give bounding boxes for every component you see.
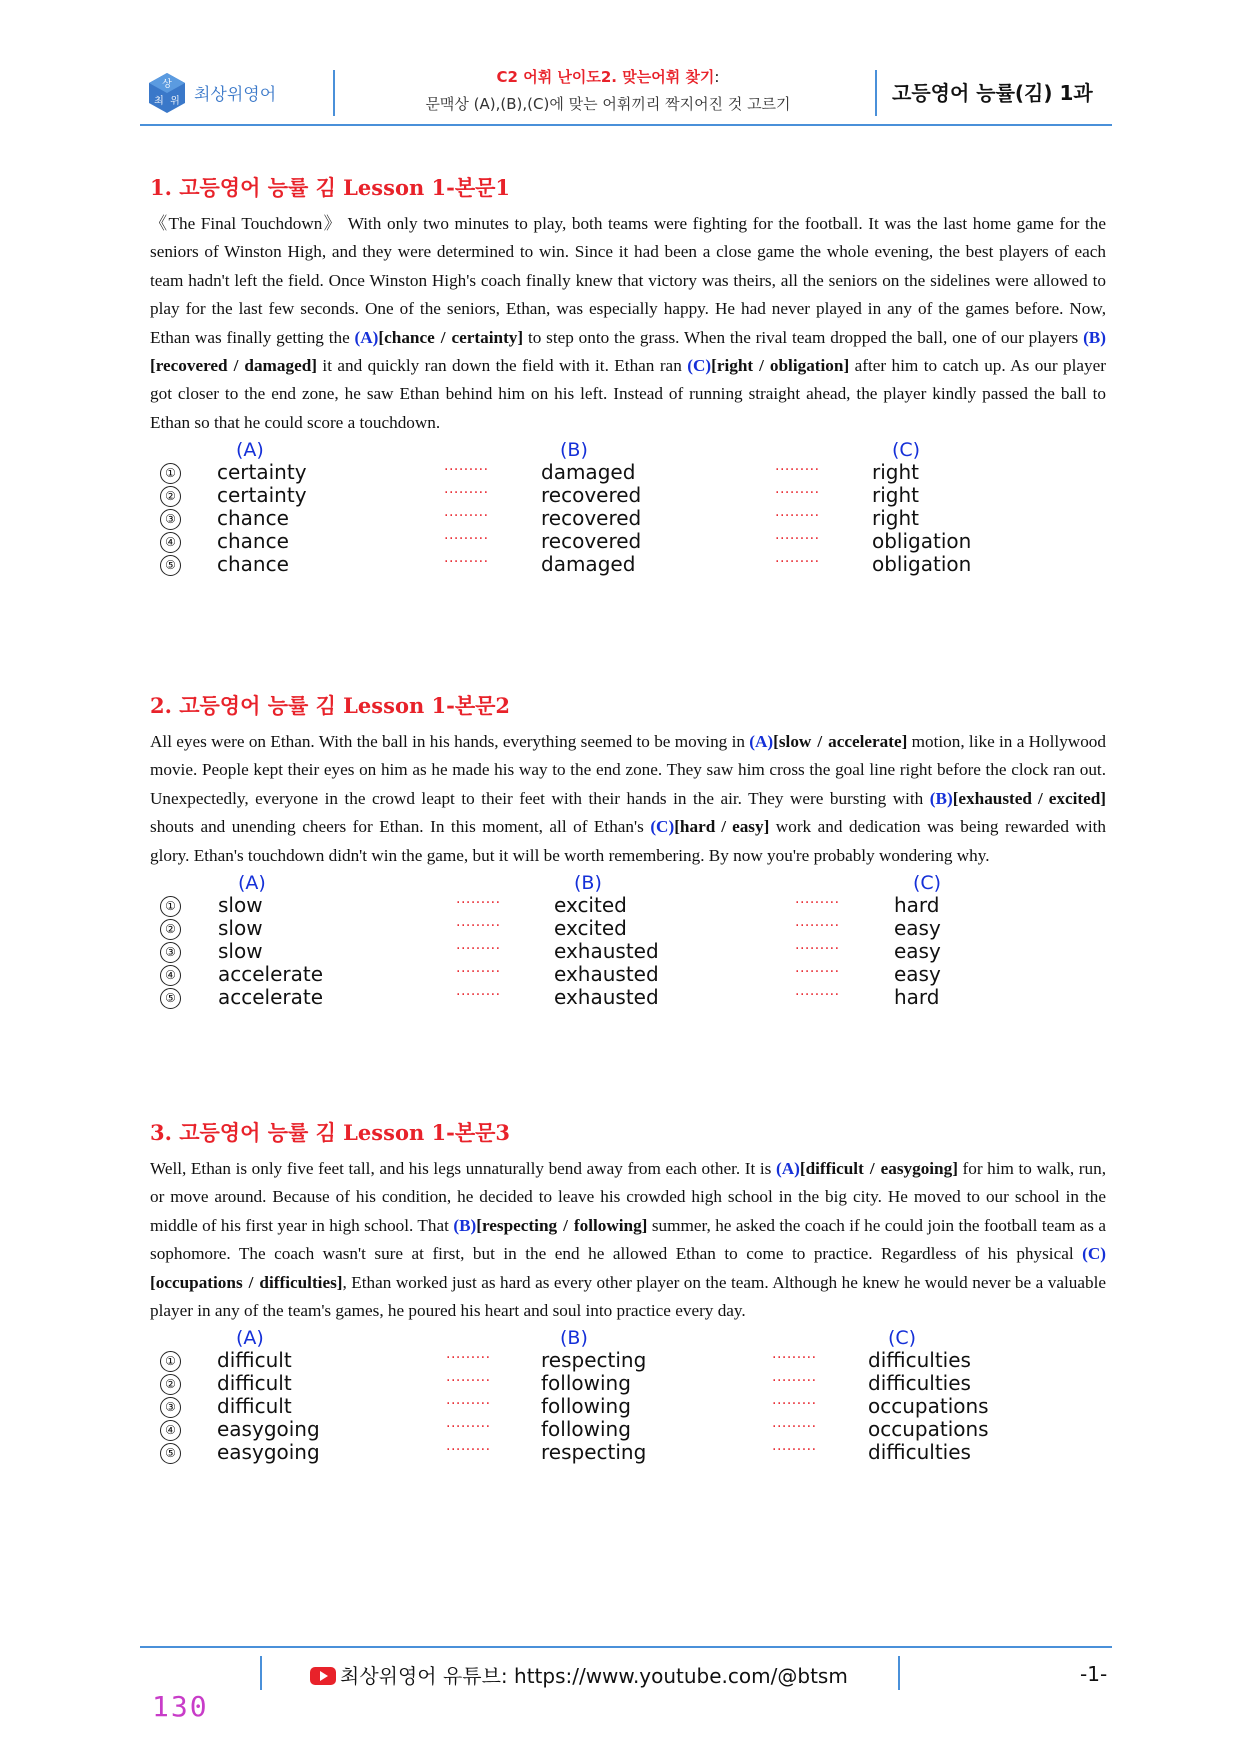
passage-text: 《The Final Touchdown》 With only two minutes to play, both teams were fighting for the football. It was the last home game for the seniors of Winston High, and they were determined to win. Since it had been a close game the whole evening, the best players of each team hadn't left the field. Once Winston High's coach finally knew that victory was theirs, all the seniors on the sidelines were allowed to play for the last few seconds. One of the seniors, Ethan, was especially happy. He had never played in any of the games before. Now, Ethan was finally getting the bbox=[150, 214, 1106, 347]
blank-marker: (A) bbox=[749, 732, 774, 751]
option-number: ④ bbox=[160, 965, 181, 986]
brand-logo-icon bbox=[148, 72, 186, 114]
option-a: accelerate bbox=[218, 962, 324, 987]
question-passage bbox=[150, 210, 1106, 437]
option-number: ③ bbox=[160, 1397, 181, 1418]
answer-option[interactable] bbox=[150, 917, 1106, 940]
option-c: easy bbox=[894, 916, 941, 941]
blank-marker: (B) bbox=[929, 788, 953, 808]
leader-dots: ········· bbox=[772, 1350, 817, 1367]
option-c: right bbox=[872, 460, 919, 485]
passage-text: All eyes were on Ethan. With the ball in his hands, everything seemed to be moving in bbox=[150, 732, 750, 751]
question-3 bbox=[150, 1117, 1106, 1464]
leader-dots: ········· bbox=[795, 895, 840, 912]
option-a: slow bbox=[218, 893, 263, 918]
leader-dots: ········· bbox=[456, 987, 501, 1004]
column-head-b: (B) bbox=[560, 439, 588, 462]
column-head-a: (A) bbox=[236, 439, 264, 462]
blank-slash: / bbox=[233, 356, 239, 376]
option-number: ① bbox=[160, 896, 181, 917]
leader-dots: ········· bbox=[446, 1442, 491, 1459]
leader-dots: ········· bbox=[772, 1373, 817, 1390]
option-b: exhausted bbox=[554, 962, 659, 987]
option-a: accelerate bbox=[218, 985, 324, 1010]
blank-option: [right bbox=[711, 356, 754, 376]
option-number: ⑤ bbox=[160, 988, 181, 1009]
question-passage bbox=[150, 1155, 1106, 1325]
leader-dots: ········· bbox=[444, 485, 489, 502]
leader-dots: ········· bbox=[444, 554, 489, 571]
leader-dots: ········· bbox=[456, 895, 501, 912]
blank-marker: (B) bbox=[1083, 327, 1106, 347]
option-a: difficult bbox=[217, 1348, 292, 1373]
option-b: recovered bbox=[541, 529, 642, 554]
header-title-colon: : bbox=[714, 68, 720, 86]
page-count-stamp: 130 bbox=[152, 1690, 209, 1723]
blank-slash: / bbox=[721, 817, 727, 837]
column-head-a: (A) bbox=[238, 872, 266, 895]
column-head-c: (C) bbox=[892, 439, 921, 462]
leader-dots: ········· bbox=[775, 508, 820, 525]
youtube-icon bbox=[310, 1667, 336, 1685]
blank-option: easy] bbox=[732, 817, 770, 837]
page-header bbox=[140, 62, 1112, 124]
leader-dots: ········· bbox=[795, 964, 840, 981]
leader-dots: ········· bbox=[772, 1442, 817, 1459]
option-a: slow bbox=[218, 939, 263, 964]
leader-dots: ········· bbox=[444, 462, 489, 479]
blank-marker: (C) bbox=[687, 356, 712, 376]
option-number: ② bbox=[160, 486, 181, 507]
passage-text: to step onto the grass. When the rival team dropped the ball, one of our players bbox=[523, 327, 1084, 347]
footer-divider-right bbox=[898, 1656, 900, 1690]
option-number: ③ bbox=[160, 509, 181, 530]
leader-dots: ········· bbox=[795, 987, 840, 1004]
answer-option[interactable] bbox=[150, 963, 1106, 986]
blank-slash: / bbox=[1037, 788, 1043, 808]
answer-option[interactable] bbox=[150, 1395, 1106, 1418]
blank-marker: (B) bbox=[453, 1215, 477, 1235]
blank-option: easygoing] bbox=[880, 1159, 958, 1178]
option-c: difficulties bbox=[868, 1371, 971, 1396]
blank-marker: (C) bbox=[650, 817, 675, 837]
blank-option: [slow bbox=[773, 732, 812, 751]
option-b: damaged bbox=[541, 552, 636, 577]
option-number: ① bbox=[160, 1351, 181, 1372]
passage-text: , Ethan worked just as hard as every other player on the team. Although he knew he would never be a valuable player in any of the team's games, he poured his heart and soul into practice every day. bbox=[150, 1272, 1106, 1321]
answer-options bbox=[150, 872, 1106, 1009]
option-c: right bbox=[872, 483, 919, 508]
answer-option[interactable] bbox=[150, 1418, 1106, 1441]
leader-dots: ········· bbox=[775, 462, 820, 479]
passage-text: after him to catch up. As our player got closer to the end zone, he saw Ethan behind him on his left. Instead of running straight ahead, the player kindly passed the ball to Ethan so that he could score a touchdown. bbox=[150, 356, 1106, 432]
option-b: following bbox=[541, 1371, 631, 1396]
column-head-c: (C) bbox=[913, 872, 942, 895]
option-number: ② bbox=[160, 1374, 181, 1395]
options-header bbox=[150, 1327, 1106, 1349]
answer-options bbox=[150, 1327, 1106, 1464]
option-c: difficulties bbox=[868, 1440, 971, 1465]
answer-option[interactable] bbox=[150, 894, 1106, 917]
options-header bbox=[150, 439, 1106, 461]
leader-dots: ········· bbox=[775, 554, 820, 571]
logo-char-right: 위 bbox=[170, 96, 180, 107]
option-a: difficult bbox=[217, 1371, 292, 1396]
leader-dots: ········· bbox=[444, 531, 489, 548]
option-a: certainty bbox=[217, 460, 307, 485]
leader-dots: ········· bbox=[772, 1419, 817, 1436]
question-passage bbox=[150, 728, 1106, 870]
leader-dots: ········· bbox=[456, 941, 501, 958]
option-number: ③ bbox=[160, 942, 181, 963]
blank-marker: (A) bbox=[354, 327, 379, 347]
question-title: 2. 고등영어 능률 김 Lesson 1-본문2 bbox=[150, 693, 511, 718]
option-c: obligation bbox=[872, 529, 972, 554]
column-head-b: (B) bbox=[574, 872, 602, 895]
blank-option: certainty] bbox=[451, 327, 524, 347]
column-head-a: (A) bbox=[236, 1327, 264, 1350]
question-2 bbox=[150, 690, 1106, 1009]
header-divider-left bbox=[333, 70, 335, 116]
option-number: ④ bbox=[160, 1420, 181, 1441]
leader-dots: ········· bbox=[772, 1396, 817, 1413]
header-title-line2: 문맥상 (A),(B),(C)에 맞는 어휘끼리 짝지어진 것 고르기 bbox=[425, 95, 791, 113]
answer-option[interactable] bbox=[150, 1441, 1106, 1464]
footer-link-text: 최상위영어 유튜브: https://www.youtube.com/@btsm bbox=[340, 1664, 848, 1688]
answer-option[interactable] bbox=[150, 553, 1106, 576]
passage-text: it and quickly ran down the field with it. Ethan ran bbox=[316, 356, 688, 376]
option-b: recovered bbox=[541, 483, 642, 508]
option-a: difficult bbox=[217, 1394, 292, 1419]
blank-slash: / bbox=[869, 1159, 875, 1178]
option-c: easy bbox=[894, 962, 941, 987]
option-c: hard bbox=[894, 985, 940, 1010]
leader-dots: ········· bbox=[775, 485, 820, 502]
blank-option: difficulties] bbox=[259, 1272, 343, 1292]
header-center bbox=[338, 66, 878, 114]
blank-option: [recovered bbox=[150, 356, 228, 376]
blank-slash: / bbox=[759, 356, 764, 376]
blank-option: damaged] bbox=[244, 356, 317, 376]
option-b: exhausted bbox=[554, 985, 659, 1010]
option-b: respecting bbox=[541, 1348, 647, 1373]
option-b: recovered bbox=[541, 506, 642, 531]
answer-option[interactable] bbox=[150, 530, 1106, 553]
answer-option[interactable] bbox=[150, 507, 1106, 530]
question-title: 1. 고등영어 능률 김 Lesson 1-본문1 bbox=[150, 175, 511, 200]
passage-text: work and dedication was being rewarded with glory. Ethan's touchdown didn't win the game, but it will be worth remembering. By now you're probably wondering why. bbox=[150, 817, 1107, 865]
option-b: excited bbox=[554, 893, 627, 918]
footer-divider-left bbox=[260, 1656, 262, 1690]
blank-slash: / bbox=[563, 1215, 568, 1235]
option-c: obligation bbox=[872, 552, 972, 577]
option-b: following bbox=[541, 1417, 631, 1442]
answer-option[interactable] bbox=[150, 986, 1106, 1009]
footer-rule bbox=[140, 1646, 1112, 1648]
option-c: hard bbox=[894, 893, 940, 918]
option-b: excited bbox=[554, 916, 627, 941]
leader-dots: ········· bbox=[456, 964, 501, 981]
blank-option: [hard bbox=[674, 817, 716, 837]
blank-marker: (A) bbox=[775, 1159, 800, 1178]
option-a: slow bbox=[218, 916, 263, 941]
option-a: chance bbox=[217, 506, 289, 531]
options-header bbox=[150, 872, 1106, 894]
answer-option[interactable] bbox=[150, 1349, 1106, 1372]
option-number: ④ bbox=[160, 532, 181, 553]
option-a: chance bbox=[217, 552, 289, 577]
option-b: exhausted bbox=[554, 939, 659, 964]
option-b: following bbox=[541, 1394, 631, 1419]
answer-option[interactable] bbox=[150, 461, 1106, 484]
question-title: 3. 고등영어 능률 김 Lesson 1-본문3 bbox=[150, 1120, 511, 1145]
option-c: occupations bbox=[868, 1417, 989, 1442]
blank-option: obligation] bbox=[769, 356, 850, 376]
answer-options bbox=[150, 439, 1106, 576]
leader-dots: ········· bbox=[446, 1373, 491, 1390]
blank-slash: / bbox=[248, 1272, 254, 1292]
answer-option[interactable] bbox=[150, 1372, 1106, 1395]
leader-dots: ········· bbox=[456, 918, 501, 935]
blank-option: accelerate] bbox=[828, 732, 908, 751]
blank-slash: / bbox=[817, 732, 823, 751]
column-head-c: (C) bbox=[888, 1327, 917, 1350]
option-b: damaged bbox=[541, 460, 636, 485]
blank-slash: / bbox=[440, 327, 446, 347]
blank-option: [chance bbox=[378, 327, 435, 347]
leader-dots: ········· bbox=[775, 531, 820, 548]
passage-text: summer, he asked the coach if he could join the football team as a sophomore. The coach wasn't sure at first, but in the end he allowed Ethan to come to practice. Regardless of his physical bbox=[150, 1215, 1106, 1264]
header-title-line1: C2 어휘 난이도2. 맞는어휘 찾기 bbox=[496, 68, 715, 86]
leader-dots: ········· bbox=[446, 1350, 491, 1367]
blank-option: [exhausted bbox=[952, 788, 1032, 808]
option-b: respecting bbox=[541, 1440, 647, 1465]
leader-dots: ········· bbox=[795, 941, 840, 958]
column-head-b: (B) bbox=[560, 1327, 588, 1350]
blank-option: [respecting bbox=[476, 1215, 558, 1235]
option-number: ⑤ bbox=[160, 555, 181, 576]
passage-text: motion, like in a Hollywood movie. People kept their eyes on him as he made his way to the end zone. They saw him cross the goal line right before the clock ran out. Unexpectedly, everyone in the crowd leapt to their feet with their hands in the air. They were bursting with bbox=[150, 732, 1106, 808]
logo-char-top: 상 bbox=[162, 79, 172, 90]
header-course-title: 고등영어 능률(김) 1과 bbox=[892, 81, 1093, 105]
option-c: occupations bbox=[868, 1394, 989, 1419]
page-number: -1- bbox=[1080, 1662, 1108, 1686]
passage-text: Well, Ethan is only five feet tall, and his legs unnaturally bend away from each other. It is bbox=[150, 1159, 776, 1178]
option-a: easygoing bbox=[217, 1417, 320, 1442]
option-c: right bbox=[872, 506, 919, 531]
blank-option: excited] bbox=[1048, 788, 1106, 808]
option-a: chance bbox=[217, 529, 289, 554]
logo-char-left: 최 bbox=[154, 96, 164, 107]
option-number: ② bbox=[160, 919, 181, 940]
leader-dots: ········· bbox=[444, 508, 489, 525]
option-number: ⑤ bbox=[160, 1443, 181, 1464]
blank-option: [occupations bbox=[150, 1272, 243, 1292]
leader-dots: ········· bbox=[446, 1396, 491, 1413]
passage-text: shouts and unending cheers for Ethan. In this moment, all of Ethan's bbox=[150, 817, 651, 837]
leader-dots: ········· bbox=[795, 918, 840, 935]
option-a: certainty bbox=[217, 483, 307, 508]
question-1 bbox=[150, 172, 1106, 576]
brand-name: 최상위영어 bbox=[194, 85, 277, 105]
option-a: easygoing bbox=[217, 1440, 320, 1465]
option-c: difficulties bbox=[868, 1348, 971, 1373]
blank-option: [difficult bbox=[799, 1159, 864, 1178]
answer-option[interactable] bbox=[150, 484, 1106, 507]
blank-marker: (C) bbox=[1082, 1244, 1106, 1264]
option-number: ① bbox=[160, 463, 181, 484]
leader-dots: ········· bbox=[446, 1419, 491, 1436]
passage-text: for him to walk, run, or move around. Because of his condition, he decided to leave his crowded high school in the big city. He moved to our school in the middle of his first year in high school. That bbox=[150, 1159, 1106, 1235]
option-c: easy bbox=[894, 939, 941, 964]
header-rule bbox=[140, 124, 1112, 126]
blank-option: following] bbox=[573, 1215, 648, 1235]
header-divider-right bbox=[875, 70, 877, 116]
footer-youtube-link[interactable] bbox=[310, 1660, 848, 1689]
answer-option[interactable] bbox=[150, 940, 1106, 963]
